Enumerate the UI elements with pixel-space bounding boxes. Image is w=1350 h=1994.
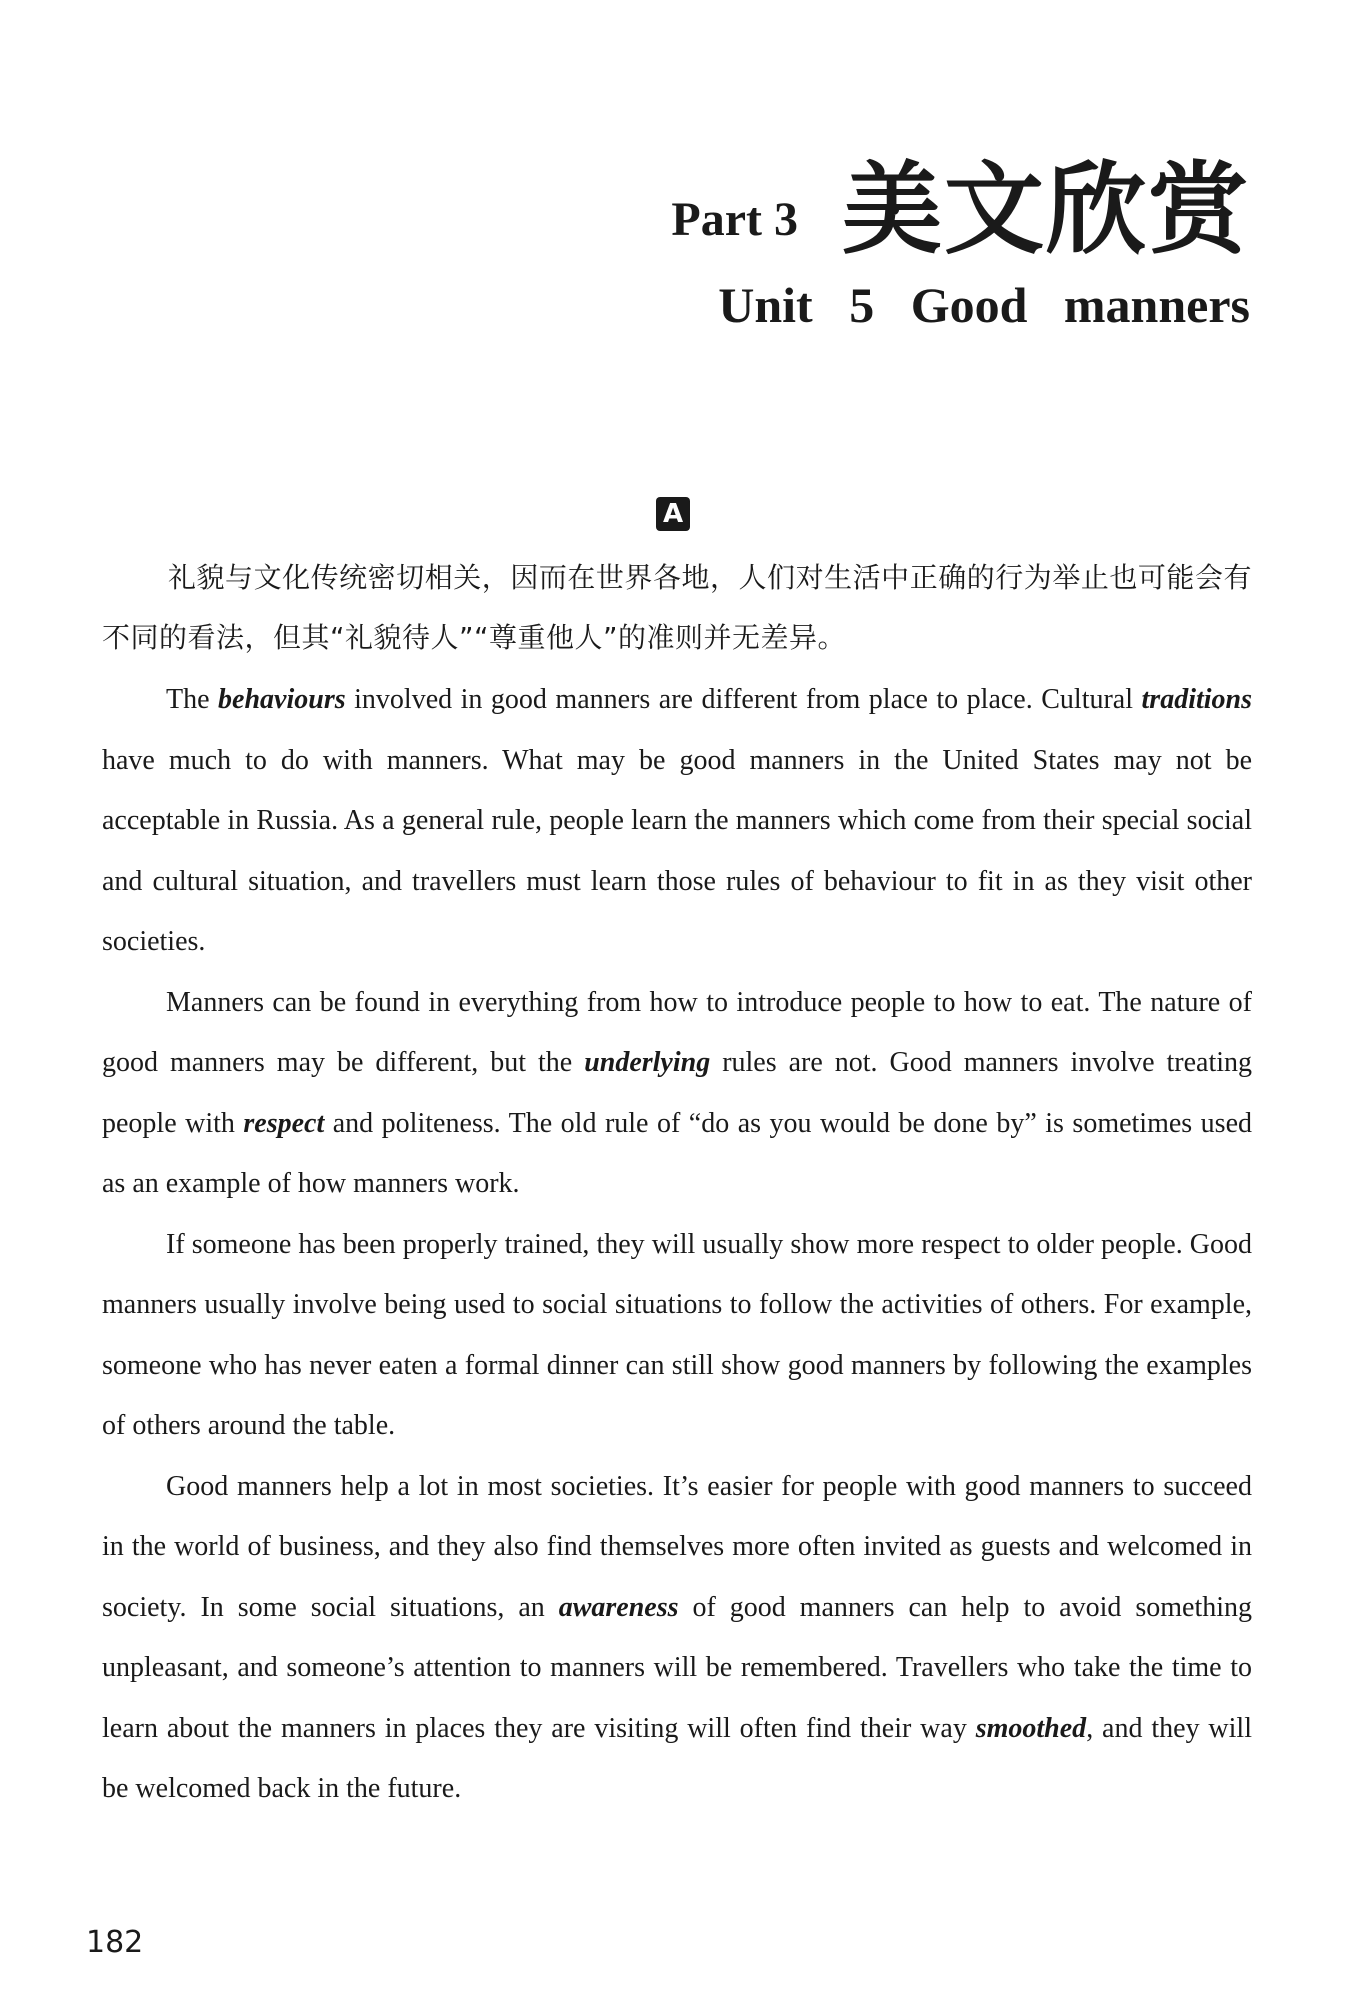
paragraph-text: of good manners can help to avoid something unpleasant, and someone’s attention to manners will be remembered. Travellers who take the time to learn about the manners in places they are visiting will often find their way [102, 1591, 1252, 1744]
paragraph-text: Good manners help a lot in most societies. It’s easier for people with good manners to succeed in the world of business, and they also find themselves more often invited as guests and welcomed in society. In some social situations, an [102, 1470, 1252, 1623]
part-heading [671, 151, 1250, 268]
page-number: 182 [86, 1925, 144, 1960]
article-paragraph [102, 1215, 1252, 1457]
vocabulary-word: awareness [558, 1591, 679, 1623]
chinese-intro: 礼貌与文化传统密切相关，因而在世界各地，人们对生活中正确的行为举止也可能会有不同的看法，但其“礼貌待人”“尊重他人”的准则并无差异。 [102, 561, 1252, 654]
article-paragraph [102, 973, 1252, 1215]
paragraph-text: The [166, 684, 219, 715]
english-article [102, 670, 1252, 1820]
section-marker: A [656, 497, 690, 531]
article-body [102, 548, 1252, 1820]
paragraph-text: involved in good manners are different from place to place. Cultural [345, 684, 1142, 715]
unit-title: Unit 5 Good manners [718, 277, 1250, 333]
vocabulary-word: traditions [1141, 684, 1253, 715]
paragraph-text: If someone has been properly trained, they will usually show more respect to older people. Good manners usually involve being used to social situations to follow the activities of others. For example, someone who has never eaten a formal dinner can still show good manners by following the examples of others around the table. [102, 1228, 1252, 1441]
vocabulary-word: behaviours [218, 684, 346, 715]
vocabulary-word: smoothed [975, 1712, 1087, 1744]
paragraph-text: and politeness. The old rule of “do as you would be done by” is sometimes used as an example of how manners work. [102, 1107, 1253, 1199]
article-paragraph [102, 1457, 1252, 1820]
page-header [671, 151, 1250, 334]
paragraph-text: rules are not. Good manners involve treating people with [102, 1047, 1253, 1139]
paragraph-text: , and they will be welcomed back in the future. [102, 1712, 1252, 1804]
part-label: Part 3 [671, 192, 798, 246]
vocabulary-word: underlying [584, 1047, 711, 1078]
part-title: 美文欣赏 [842, 151, 1250, 268]
article-paragraph [102, 670, 1252, 973]
paragraph-text: Manners can be found in everything from how to introduce people to how to eat. The nature of good manners may be different, but the [102, 986, 1252, 1078]
paragraph-text: have much to do with manners. What may be good manners in the United States may not be acceptable in Russia. As a general rule, people learn the manners which come from their special social and cultural situation, and travellers must learn those rules of behaviour to fit in as they visit other societies. [102, 744, 1252, 957]
vocabulary-word: respect [243, 1107, 325, 1139]
